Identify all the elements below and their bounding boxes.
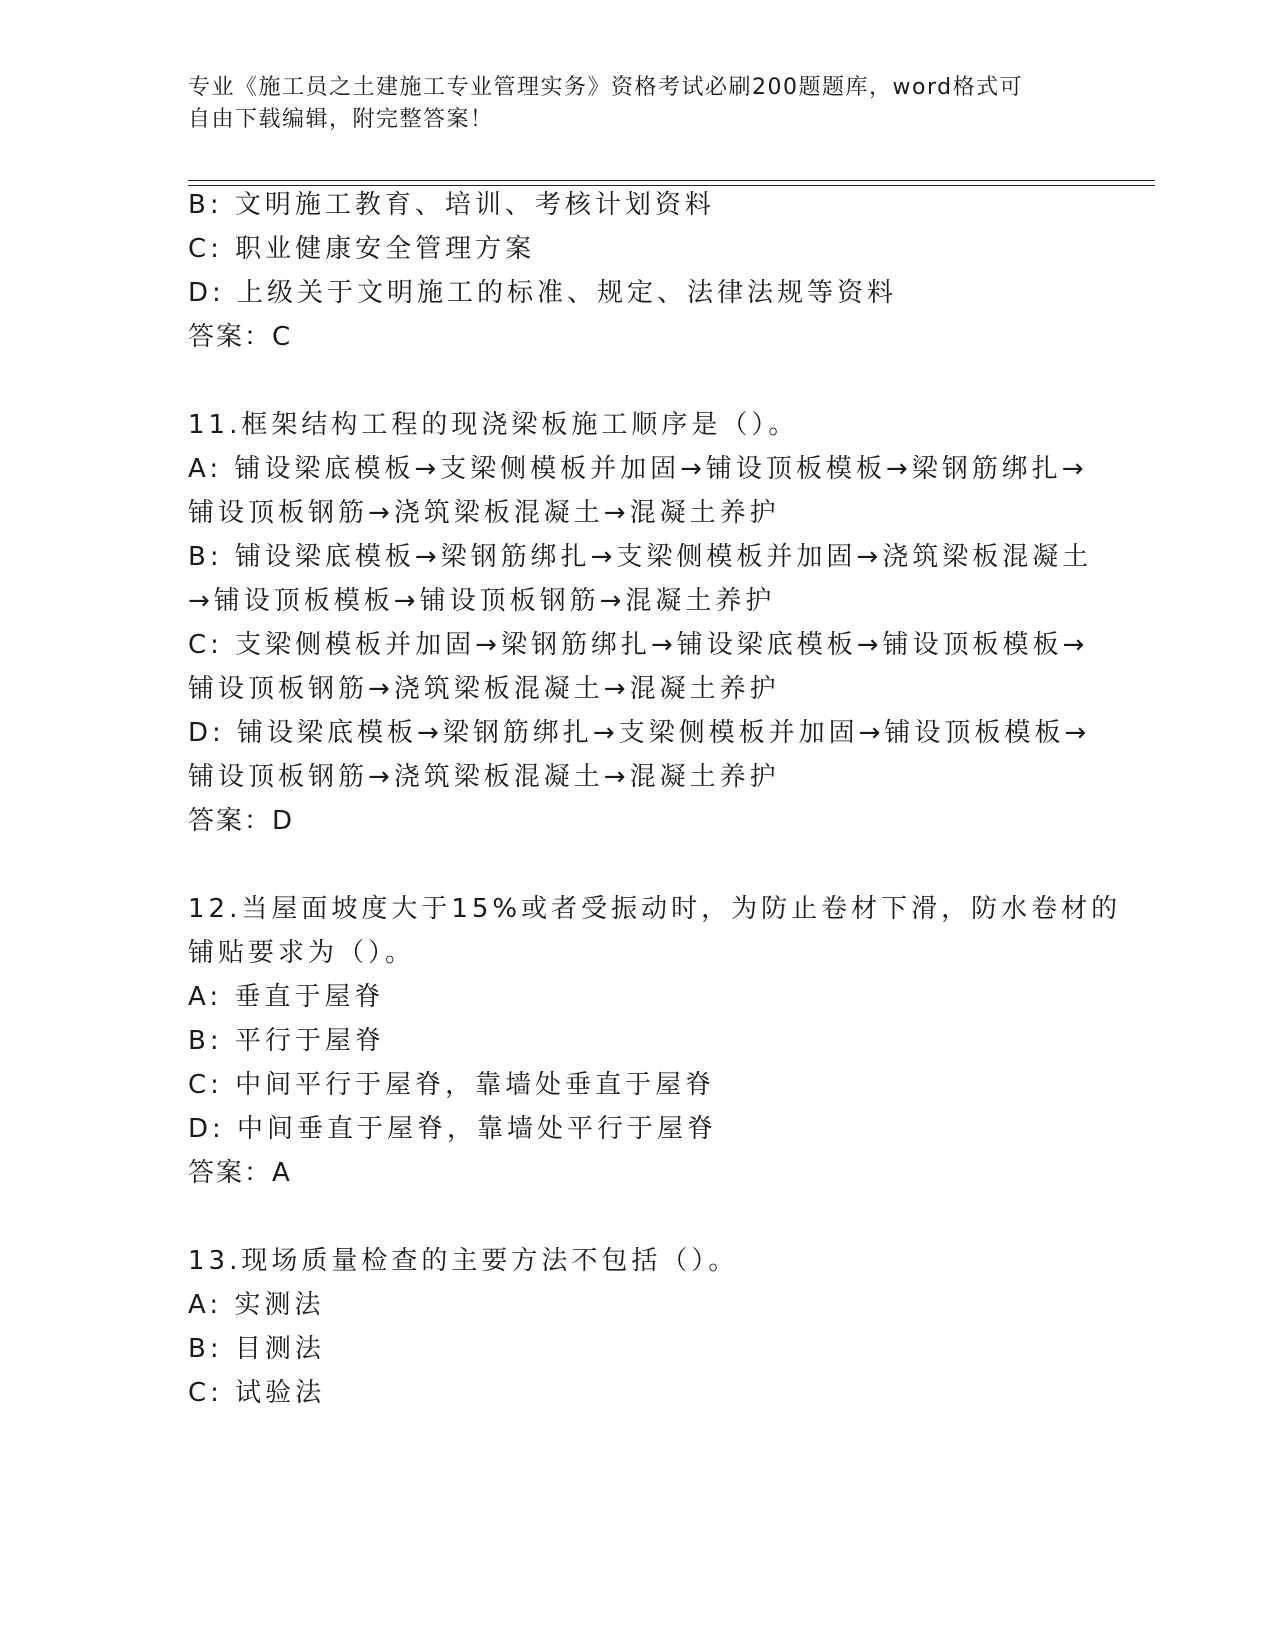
option-c-q10: C: 职业健康安全管理方案 [188, 234, 536, 264]
option-c-q13: C: 试验法 [188, 1378, 326, 1408]
option-c-q11: C: 支梁侧模板并加固→梁钢筋绑扎→铺设梁底模板→铺设顶板模板→ [188, 630, 1089, 660]
option-a-q11-cont: 铺设顶板钢筋→浇筑梁板混凝土→混凝土养护 [188, 498, 780, 528]
option-b-q13: B: 目测法 [188, 1334, 325, 1364]
question-12: 12.当屋面坡度大于15%或者受振动时，为防止卷材下滑，防水卷材的 [188, 894, 1122, 924]
option-c-q11-cont: 铺设顶板钢筋→浇筑梁板混凝土→混凝土养护 [188, 674, 780, 704]
question-13: 13.现场质量检查的主要方法不包括（）。 [188, 1246, 739, 1276]
header-line-1: 专业《施工员之土建施工专业管理实务》资格考试必刷200题题库，word格式可 [188, 75, 1024, 100]
header-divider-bottom [188, 185, 1155, 186]
option-d-q11-cont: 铺设顶板钢筋→浇筑梁板混凝土→混凝土养护 [188, 762, 780, 792]
option-b-q10: B: 文明施工教育、培训、考核计划资料 [188, 190, 715, 220]
option-a-q11: A: 铺设梁底模板→支梁侧模板并加固→铺设顶板模板→梁钢筋绑扎→ [188, 454, 1088, 484]
option-b-q12: B: 平行于屋脊 [188, 1026, 385, 1056]
option-d-q10: D: 上级关于文明施工的标准、规定、法律法规等资料 [188, 278, 898, 308]
option-a-q13: A: 实测法 [188, 1290, 325, 1320]
option-b-q11-cont: →铺设顶板模板→铺设顶板钢筋→混凝土养护 [188, 586, 776, 616]
option-c-q12: C: 中间平行于屋脊，靠墙处垂直于屋脊 [188, 1070, 716, 1100]
question-12-cont: 铺贴要求为（）。 [188, 938, 416, 968]
option-a-q12: A: 垂直于屋脊 [188, 982, 385, 1012]
answer-q12: 答案：A [188, 1158, 292, 1188]
option-d-q11: D: 铺设梁底模板→梁钢筋绑扎→支梁侧模板并加固→铺设顶板模板→ [188, 718, 1091, 748]
header-divider-top [188, 180, 1155, 181]
document-header [188, 72, 1068, 136]
question-11: 11.框架结构工程的现浇梁板施工顺序是（）。 [188, 410, 799, 440]
option-d-q12: D: 中间垂直于屋脊，靠墙处平行于屋脊 [188, 1114, 718, 1144]
header-line-2: 自由下载编辑，附完整答案！ [188, 107, 494, 132]
answer-q11: 答案：D [188, 806, 295, 836]
answer-q10: 答案：C [188, 322, 293, 352]
option-b-q11: B: 铺设梁底模板→梁钢筋绑扎→支梁侧模板并加固→浇筑梁板混凝土 [188, 542, 1093, 572]
